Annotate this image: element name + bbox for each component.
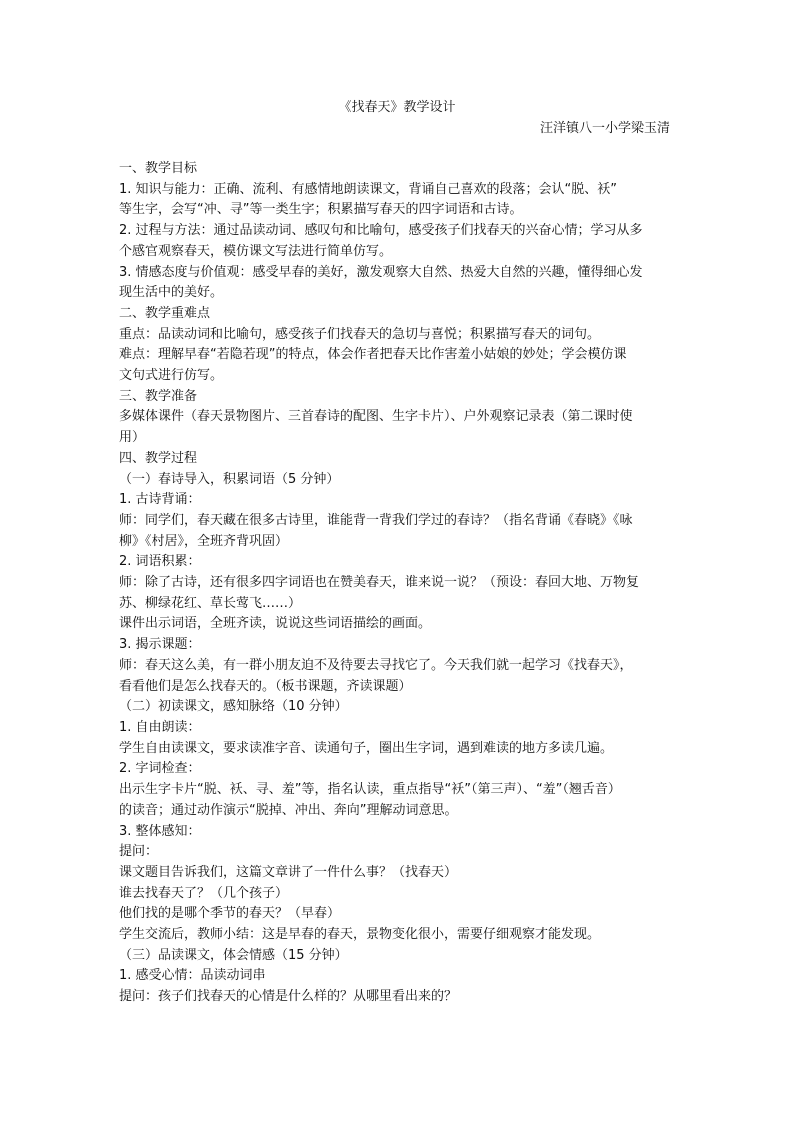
document-line: 师：除了古诗，还有很多四字词语也在赞美春天，谁来说一说？（预设：春回大地、万物复 — [119, 575, 640, 591]
document-line: 柳》《村居》，全班齐背巩固） — [119, 533, 289, 549]
document-line: 一、教学目标 — [119, 161, 198, 176]
document-line: 提问：孩子们找春天的心情是什么样的？从哪里看出来的？ — [119, 989, 458, 1005]
document-line: 看看他们是怎么找春天的。（板书课题，齐读课题） — [119, 678, 412, 694]
document-line: 多媒体课件（春天景物图片、三首春诗的配图、生字卡片）、户外观察记录表（第二课时使 — [119, 409, 633, 425]
document-line: 他们找的是哪个季节的春天？（早春） — [119, 906, 341, 922]
document-line: 用） — [119, 430, 146, 446]
document-line: 学生交流后，教师小结：这是早春的春天，景物变化很小，需要仔细观察才能发现。 — [119, 927, 601, 943]
document-line: 难点：理解早春“若隐若现”的特点，体会作者把春天比作害羞小姑娘的妙处；学会模仿课 — [119, 347, 627, 363]
document-line: 等生字，会写“冲、寻”等一类生字；积累描写春天的四字词语和古诗。 — [119, 202, 523, 218]
document-line: 四、教学过程 — [119, 450, 198, 466]
document-line: 谁去找春天了？（几个孩子） — [119, 885, 289, 901]
document-line: （一）春诗导入，积累词语（5 分钟） — [119, 471, 340, 487]
document-line: 3. 揭示课题： — [119, 637, 201, 653]
document-line: 课文题目告诉我们，这篇文章讲了一件什么事？（找春天） — [119, 864, 458, 880]
document-line: 3. 情感态度与价值观：感受早春的美好，激发观察大自然、热爱大自然的兴趣，懂得细心发 — [119, 264, 643, 280]
document-line: 1. 知识与能力：正确、流利、有感情地朗读课文，背诵自己喜欢的段落；会认“脱、袄” — [119, 181, 618, 197]
document-line: 现生活中的美好。 — [119, 285, 224, 301]
document-line: 文句式进行仿写。 — [119, 368, 224, 384]
document-line: 学生自由读课文，要求读准字音、读通句子，圈出生字词，遇到难读的地方多读几遍。 — [119, 740, 614, 756]
document-line: 课件出示词语，全班齐读，说说这些词语描绘的画面。 — [119, 616, 432, 632]
document-line: 苏、柳绿花红、草长莺飞……） — [119, 595, 302, 611]
document-line: 三、教学准备 — [119, 388, 198, 404]
document-line: 2. 字词检查： — [119, 761, 201, 777]
document-line: 重点：品读动词和比喻句，感受孩子们找春天的急切与喜悦；积累描写春天的词句。 — [119, 326, 601, 342]
document-author: 汪洋镇八一小学梁玉清 — [539, 121, 670, 136]
document-title: 《找春天》教学设计 — [338, 100, 456, 115]
document-line: 1. 感受心情：品读动词串 — [119, 968, 266, 984]
document-line: 2. 过程与方法：通过品读动词、感叹句和比喻句，感受孩子们找春天的兴奋心情；学习从多 — [119, 223, 643, 239]
document-line: 个感官观察春天，模仿课文写法进行简单仿写。 — [119, 243, 393, 259]
document-line: （三）品读课文，体会情感（15 分钟） — [119, 947, 348, 963]
document-line: 2. 词语积累： — [119, 554, 201, 570]
document-line: 出示生字卡片“脱、袄、寻、羞”等，指名认读，重点指导“袄”（第三声）、“羞”（翘舌音） — [119, 782, 621, 798]
document-line: 1. 自由朗读： — [119, 719, 201, 735]
document-line: （二）初读课文，感知脉络（10 分钟） — [119, 699, 348, 715]
document-line: 1. 古诗背诵： — [119, 492, 201, 508]
document-line: 提问： — [119, 844, 159, 860]
document-body — [119, 159, 679, 1008]
document-line: 师：同学们，春天藏在很多古诗里，谁能背一背我们学过的春诗？（指名背诵《春晓》《咏 — [119, 512, 633, 528]
document-line: 二、教学重难点 — [119, 305, 211, 321]
document-line: 3. 整体感知： — [119, 823, 201, 839]
document-line: 师：春天这么美，有一群小朋友迫不及待要去寻找它了。今天我们就一起学习《找春天》， — [119, 657, 633, 673]
document-line: 的读音；通过动作演示“脱掉、冲出、奔向”理解动词意思。 — [119, 802, 458, 818]
